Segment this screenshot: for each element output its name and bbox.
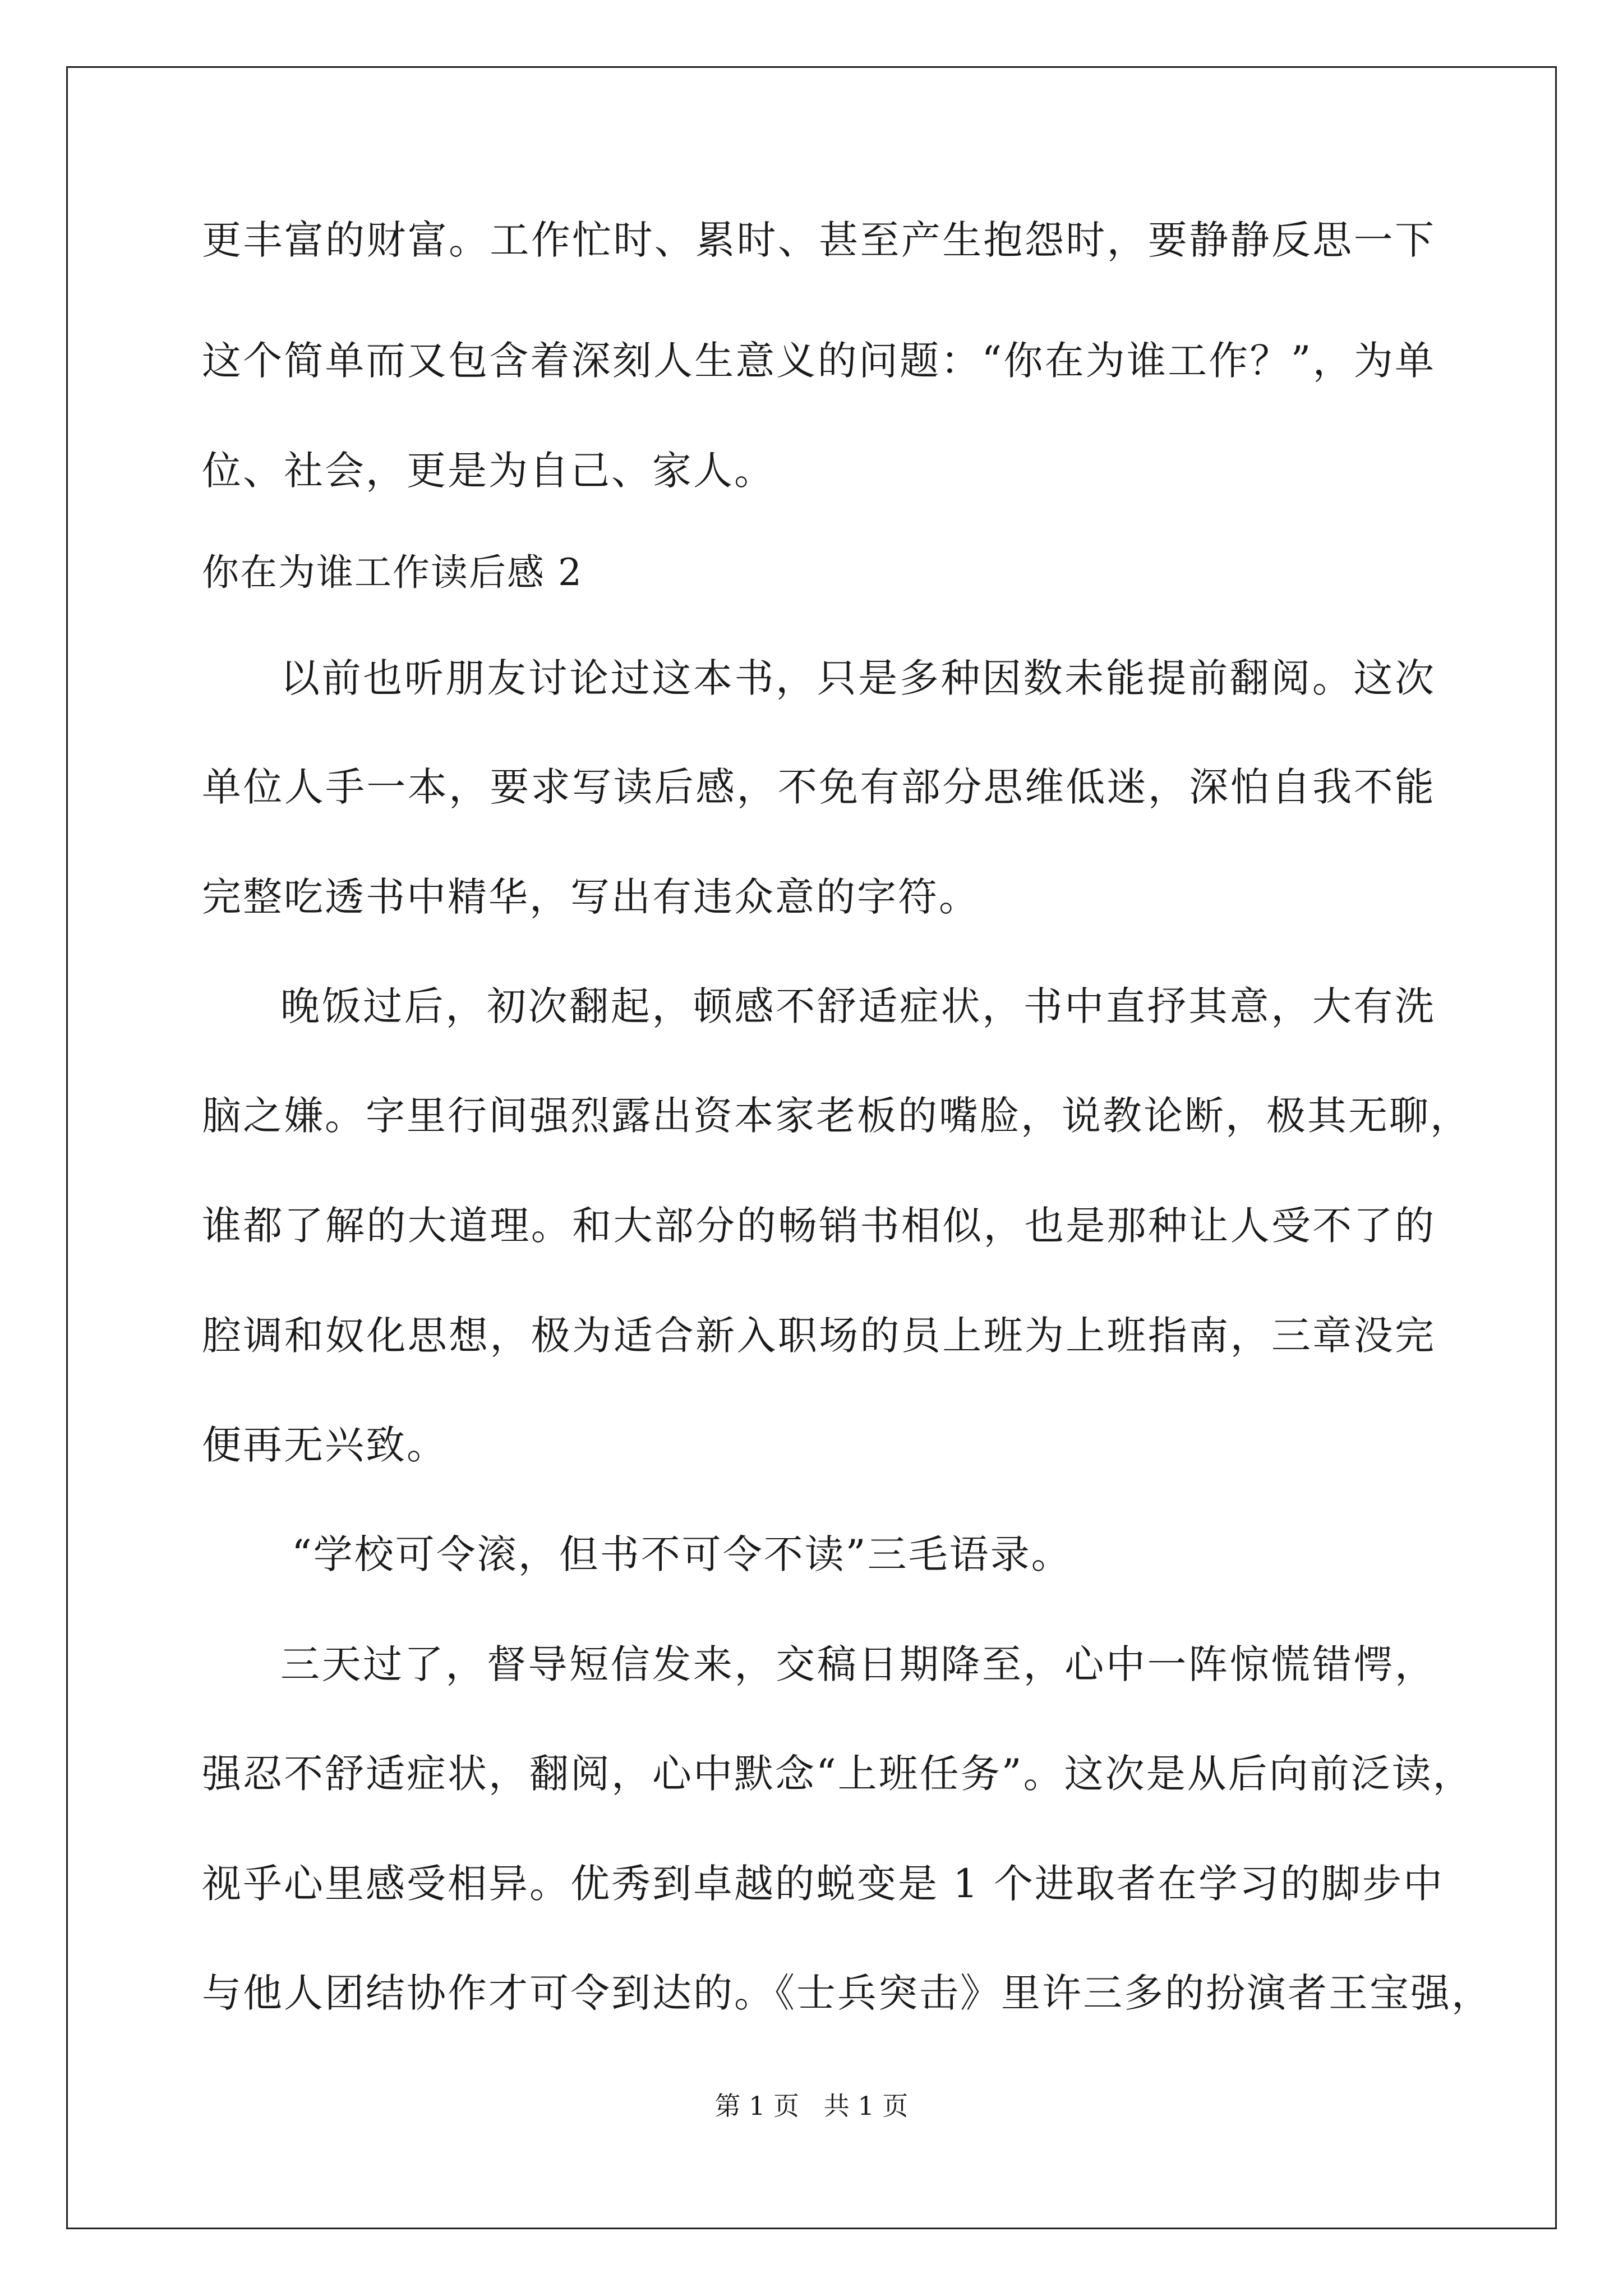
body-line: 这个简单而又包含着深刻人生意义的问题：“你在为谁工作？”，为单: [202, 338, 1436, 384]
body-line: 三天过了，督导短信发来，交稿日期降至，心中一阵惊慌错愕，: [280, 1641, 1436, 1687]
body-line: 脑之嫌。字里行间强烈露出资本家老板的嘴脸，说教论断，极其无聊，: [202, 1093, 1471, 1139]
body-line: 以前也听朋友讨论过这本书，只是多种因数未能提前翻阅。这次: [280, 655, 1436, 701]
page-footer: 第 1 页 共 1 页: [714, 2091, 909, 2121]
section-heading: 你在为谁工作读后感 2: [202, 551, 583, 594]
body-line: 腔调和奴化思想，极为适合新入职场的员上班为上班指南，三章没完: [202, 1313, 1436, 1359]
body-line: 强忍不舒适症状，翻阅，心中默念“上班任务”。这次是从后向前泛读，: [202, 1751, 1474, 1797]
body-line: 位、社会，更是为自己、家人。: [202, 448, 775, 494]
quote-line: “学校可令滚，但书不可令不读”三毛语录。: [292, 1531, 1072, 1577]
body-line: 与他人团结协作才可令到达的。《士兵突击》里许三多的扮演者王宝强，: [202, 1970, 1492, 2016]
body-line: 晚饭过后，初次翻起，顿感不舒适症状，书中直抒其意，大有洗: [280, 983, 1436, 1029]
body-line: 单位人手一本，要求写读后感，不免有部分思维低迷，深怕自我不能: [202, 764, 1436, 810]
body-line: 谁都了解的大道理。和大部分的畅销书相似，也是那种让人受不了的: [202, 1203, 1436, 1249]
body-line: 便再无兴致。: [202, 1422, 448, 1468]
body-line: 视乎心里感受相异。优秀到卓越的蜕变是 1 个进取者在学习的脚步中: [202, 1861, 1445, 1907]
body-line: 完整吃透书中精华，写出有违众意的字符。: [202, 874, 980, 920]
body-line: 更丰富的财富。工作忙时、累时、甚至产生抱怨时，要静静反思一下: [202, 217, 1436, 263]
